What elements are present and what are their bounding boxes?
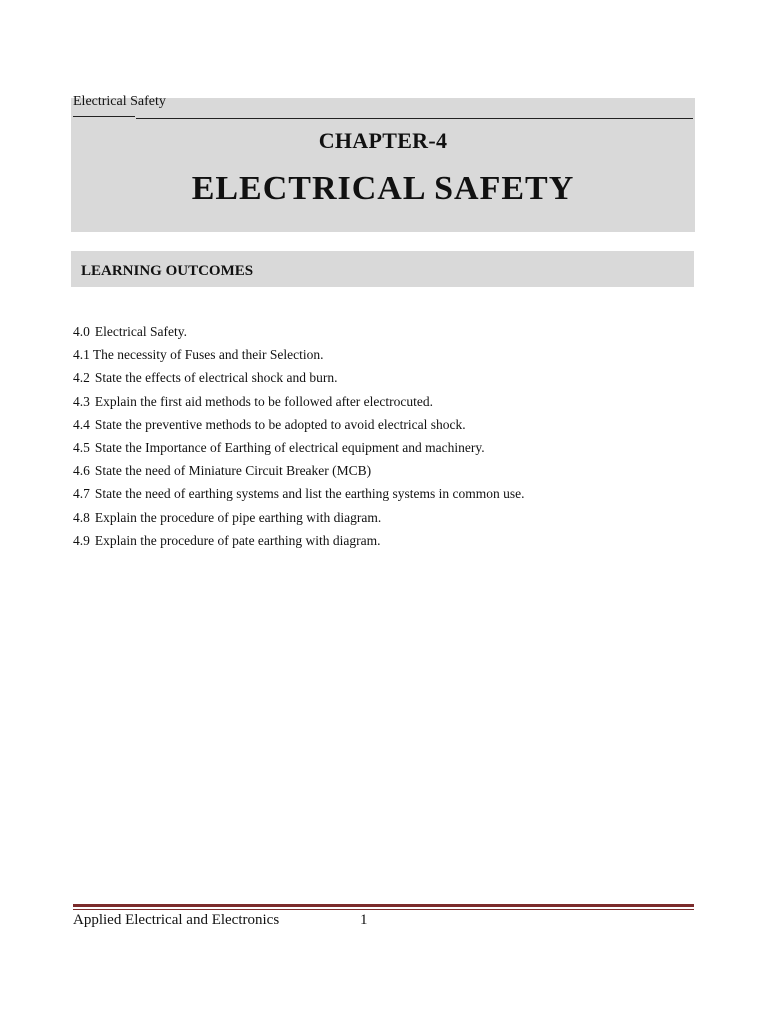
list-item [73,461,525,484]
item-text: Electrical Safety. [94,324,187,339]
item-number: 4.4 [73,416,90,432]
item-number: 4.0 [73,324,90,339]
list-item [73,322,525,345]
footer-rule-thin [73,909,694,910]
item-number: 4.2 [73,370,90,386]
item-text: State the need of earthing systems and list the earthing systems in common use. [94,486,525,502]
item-text: State the preventive methods to be adopted to avoid electrical shock. [94,416,466,432]
item-text: Explain the procedure of pipe earthing with diagram. [94,509,382,525]
item-text: Explain the first aid methods to be followed after electrocuted. [94,393,434,409]
list-item [73,415,525,438]
chapter-title: ELECTRICAL SAFETY [191,170,575,207]
list-item [73,345,525,368]
item-number: 4.1 [73,347,90,363]
list-item [73,508,525,531]
item-number: 4.3 [73,393,90,409]
item-number: 4.9 [73,532,90,548]
item-text: State the Importance of Earthing of electrical equipment and machinery. [94,439,485,455]
footer-book-title: Applied Electrical and Electronics [73,912,280,928]
learning-outcomes-heading: LEARNING OUTCOMES [81,263,254,279]
list-item [73,484,525,507]
item-number: 4.8 [73,509,90,525]
learning-outcomes-list [73,322,525,554]
item-number: 4.5 [73,439,90,455]
header-rule [136,118,693,119]
item-text: The necessity of Fuses and their Selection. [92,347,324,363]
page-number: 1 [360,912,368,928]
item-number: 4.7 [73,486,90,502]
item-text: Explain the procedure of pate earthing with diagram. [94,532,381,548]
list-item [73,531,525,554]
list-item [73,368,525,391]
list-item [73,392,525,415]
running-header: Electrical Safety [73,94,166,109]
chapter-label: CHAPTER-4 [318,128,448,153]
item-number: 4.6 [73,463,90,479]
learning-outcomes-box [71,251,694,287]
footer-rule [73,904,694,907]
list-item [73,438,525,461]
item-text: State the effects of electrical shock and burn. [94,370,338,386]
item-text: State the need of Miniature Circuit Breaker (MCB) [94,463,372,479]
running-header-underline [73,116,135,117]
